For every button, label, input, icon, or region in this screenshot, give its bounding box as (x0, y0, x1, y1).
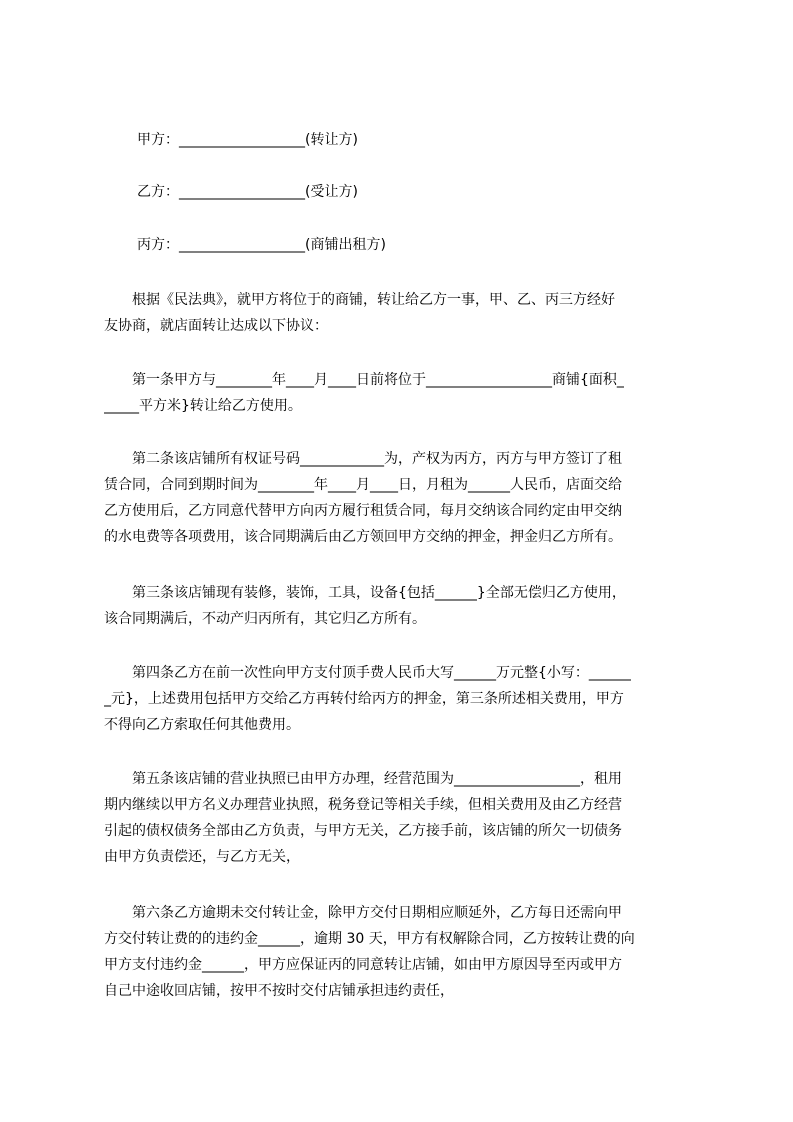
article-1-line: 第一条甲方与________年____月____日前将位于__________________商铺{面积_ (104, 372, 624, 388)
article-3-paragraph (104, 580, 700, 632)
preamble-paragraph (104, 287, 700, 339)
article-5-line: 引起的债权债务全部由乙方负责，与甲方无关，乙方接手前，该店铺的所欠一切债务 (104, 823, 622, 839)
article-3-line: 第三条该店铺现有装修，装饰，工具，设备{包括______}全部无偿归乙方使用， (104, 585, 626, 601)
article-4-paragraph (104, 660, 700, 738)
article-1-line: _____平方米}转让给乙方使用。 (104, 398, 302, 414)
party-c-line: 丙方：__________________(商铺出租方) (137, 237, 386, 253)
article-4-line: _元}，上述费用包括甲方交给乙方再转付给丙方的押金，第三条所述相关费用，甲方 (104, 691, 624, 707)
article-2-paragraph (104, 446, 700, 550)
preamble-line: 根据《民法典》，就甲方将位于的商铺，转让给乙方一事，甲、乙、丙三方经好 (104, 292, 615, 308)
article-4-line: 不得向乙方索取任何其他费用。 (104, 717, 300, 733)
party-a-line: 甲方：__________________(转让方) (137, 132, 358, 148)
article-5-line: 第五条该店铺的营业执照已由甲方办理，经营范围为__________________，租用 (104, 771, 622, 787)
article-6-paragraph (104, 900, 700, 1004)
article-5-line: 由甲方负责偿还，与乙方无关， (104, 849, 300, 865)
article-2-line: 乙方使用后，乙方同意代替甲方向丙方履行租赁合同，每月交纳该合同约定由甲交纳 (104, 503, 622, 519)
article-2-line: 赁合同，合同到期时间为________年____月____日，月租为______人民币，店面交给 (104, 477, 622, 493)
article-4-line: 第四条乙方在前一次性向甲方支付顶手费人民币大写______万元整{小写：______ (104, 665, 631, 681)
article-3-line: 该合同期满后，不动产归丙所有，其它归乙方所有。 (104, 611, 426, 627)
article-1-paragraph (104, 367, 700, 419)
article-6-line: 第六条乙方逾期未交付转让金，除甲方交付日期相应顺延外，乙方每日还需向甲 (104, 905, 622, 921)
article-2-line: 的水电费等各项费用，该合同期满后由乙方领回甲方交纳的押金，押金归乙方所有。 (104, 529, 622, 545)
article-5-line: 期内继续以甲方名义办理营业执照，税务登记等相关手续，但相关费用及由乙方经营 (104, 797, 622, 813)
article-2-line: 第二条该店铺所有权证号码____________为，产权为丙方，丙方与甲方签订了租 (104, 451, 622, 467)
article-6-line: 方交付转让费的的违约金______，逾期 30 天，甲方有权解除合同，乙方按转让费的向 (104, 931, 635, 947)
party-b-line: 乙方：__________________(受让方) (137, 184, 358, 200)
article-5-paragraph (104, 766, 700, 870)
preamble-line: 友协商，就店面转让达成以下协议： (104, 318, 328, 334)
article-6-line: 自己中途收回店铺，按甲不按时交付店铺承担违约责任， (104, 983, 454, 999)
article-6-line: 甲方支付违约金______，甲方应保证丙的同意转让店铺，如由甲方原因导至丙或甲方 (104, 957, 622, 973)
